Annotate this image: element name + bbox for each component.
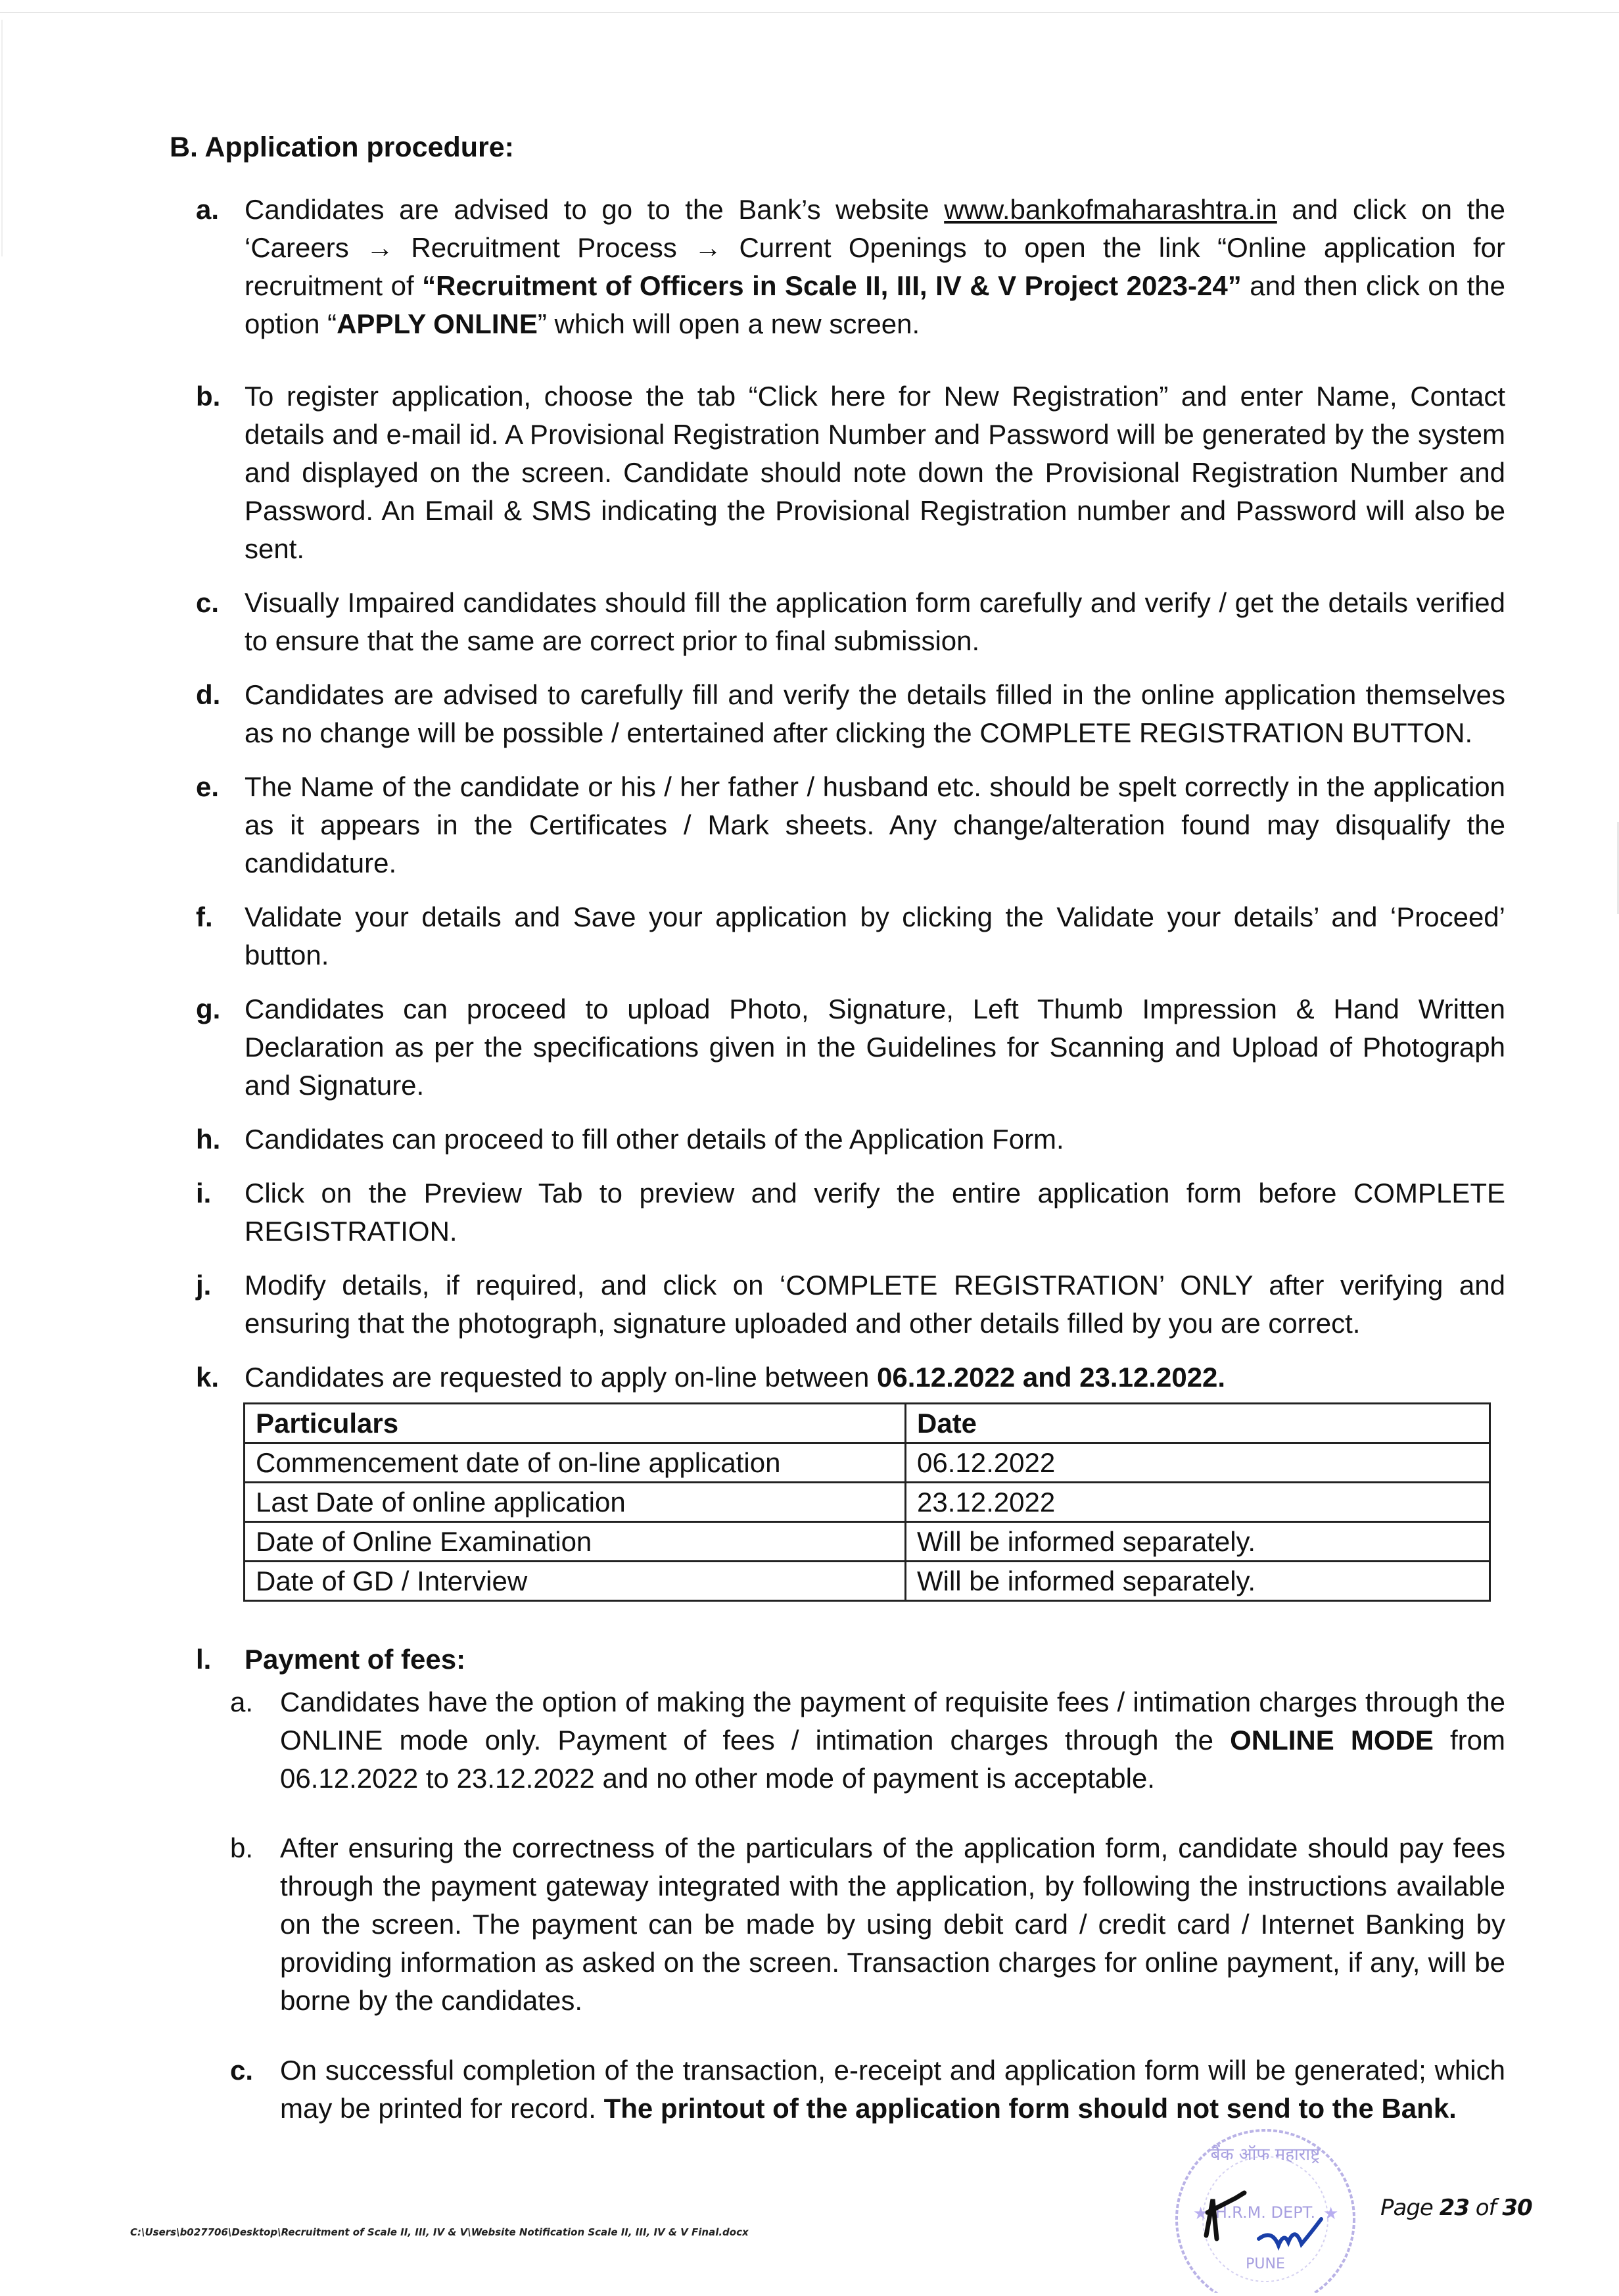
item-label: j. (196, 1270, 212, 1301)
svg-text:PUNE: PUNE (1246, 2256, 1285, 2272)
item-text: Candidates can proceed to upload Photo, Signature, Left Thumb Impression & Hand Written Declaration as per the specifications given in the Guidelines for Scanning and Upload of Photograph and Signature. (245, 993, 1505, 1101)
procedure-item-e (196, 768, 1505, 882)
column-header-date: Date (906, 1404, 1490, 1443)
file-path-footer: C:\Users\b027706\Desktop\Recruitment of Scale II, III, IV & V\Website Notification Scale II, III, IV & V Final.docx (130, 2226, 749, 2238)
item-text: To register application, choose the tab “Click here for New Registration” and enter Name, Contact details and e-mail id. A Provisional Registration Number and Password will be generated by the system and displayed on the screen. Candidate should note down the Provisional Registration Number and Password. An Email & SMS indicating the Provisional Registration number and Password will also be sent. (245, 381, 1505, 564)
payment-of-fees-heading: l. Payment of fees: (196, 1644, 466, 1675)
section-heading: B. Application procedure: (170, 132, 514, 163)
particulars-cell: Last Date of online application (245, 1483, 906, 1522)
procedure-item-h (196, 1120, 1505, 1159)
item-label: f. (196, 901, 213, 932)
svg-text:H.R.M. DEPT.: H.R.M. DEPT. (1215, 2203, 1316, 2222)
procedure-item-a: a. Candidates are advised to go to the Bank’s website www.bankofmaharashtra.in and click on the ‘Careers → Recruitment Process → Current Openings to open the link “Online application for recruitment of “Recruitment of Officers in Scale II, III, IV & V Project 2023-24” and then click on the option “APPLY ONLINE” which will open a new screen. (196, 191, 1505, 343)
procedure-item-g (196, 990, 1505, 1105)
page-number: Page 23 of 30 (1380, 2195, 1532, 2221)
date-cell: Will be informed separately. (906, 1522, 1490, 1562)
fees-item-a: a. Candidates have the option of making the payment of requisite fees / intimation charges through the ONLINE mode only. Payment of fees / intimation charges through the ONLINE MODE from 06.12.2022 to 23.12.2022 and no other mode of payment is acceptable. (230, 1683, 1505, 1798)
payment-of-fees-list (230, 1683, 1505, 2159)
item-text: Validate your details and Save your application by clicking the Validate your details’ and ‘Proceed’ button. (245, 901, 1505, 970)
important-dates-table (243, 1402, 1491, 1602)
procedure-item-f (196, 898, 1505, 974)
particulars-cell: Date of Online Examination (245, 1522, 906, 1562)
bank-website-link[interactable]: www.bankofmaharashtra.in (944, 194, 1277, 225)
item-label: e. (196, 771, 220, 802)
scan-left-edge (1, 20, 3, 256)
procedure-item-k: k. Candidates are requested to apply on-line between 06.12.2022 and 23.12.2022. (196, 1358, 1505, 1397)
item-label: k. (196, 1362, 220, 1393)
table-row (245, 1443, 1490, 1483)
item-label: h. (196, 1124, 221, 1155)
seal-icon (1167, 2120, 1364, 2293)
item-text: After ensuring the correctness of the particulars of the application form, candidate should pay fees through the payment gateway integrated with the application, by following the instructions available on the screen. The payment can be made by using debit card / credit card / Internet Banking by providing information as asked on the screen. Transaction charges for online payment, if any, will be borne by the candidates. (280, 1832, 1505, 2016)
table-row (245, 1522, 1490, 1562)
item-label: a. (196, 194, 220, 225)
procedure-item-c (196, 584, 1505, 660)
column-header-particulars: Particulars (245, 1404, 906, 1443)
item-text: Candidates can proceed to fill other details of the Application Form. (245, 1124, 1064, 1155)
svg-text:बैंक ऑफ महाराष्ट्र: बैंक ऑफ महाराष्ट्र (1210, 2145, 1321, 2164)
particulars-cell: Date of GD / Interview (245, 1562, 906, 1601)
item-label: c. (196, 587, 220, 618)
item-label: c. (230, 2055, 254, 2086)
item-label: i. (196, 1178, 212, 1208)
table-header-row (245, 1404, 1490, 1443)
item-text: Candidates are advised to carefully fill and verify the details filled in the online application themselves as no change will be possible / entertained after clicking the COMPLETE REGISTRATION BUTTON. (245, 679, 1505, 748)
scan-top-edge (0, 12, 1619, 13)
item-label: d. (196, 679, 221, 710)
fees-item-b (230, 1829, 1505, 2020)
date-cell: Will be informed separately. (906, 1562, 1490, 1601)
item-text: Modify details, if required, and click on ‘COMPLETE REGISTRATION’ ONLY after verifying and ensuring that the photograph, signature uploaded and other details filled by you are correct. (245, 1270, 1505, 1339)
table-row (245, 1562, 1490, 1601)
procedure-list (196, 191, 1505, 1412)
item-text: The Name of the candidate or his / her father / husband etc. should be spelt correctly in the application as it appears in the Certificates / Mark sheets. Any change/alteration found may disqualify the candidature. (245, 771, 1505, 878)
fees-item-c: c. On successful completion of the transaction, e-receipt and application form will be generated; which may be printed for record. The printout of the application form should not send to the Bank. (230, 2051, 1505, 2128)
date-cell: 23.12.2022 (906, 1483, 1490, 1522)
item-text: Click on the Preview Tab to preview and verify the entire application form before COMPLETE REGISTRATION. (245, 1178, 1505, 1247)
svg-text:★: ★ (1323, 2203, 1339, 2223)
item-label: b. (196, 381, 221, 412)
item-label: l. (196, 1644, 212, 1675)
bank-seal-stamp (1167, 2120, 1364, 2293)
item-label: a. (230, 1686, 254, 1717)
particulars-cell: Commencement date of on-line application (245, 1443, 906, 1483)
item-text: Visually Impaired candidates should fill the application form carefully and verify / get the details verified to ensure that the same are correct prior to final submission. (245, 587, 1505, 656)
svg-text:★: ★ (1193, 2203, 1209, 2223)
procedure-item-j (196, 1266, 1505, 1343)
date-cell: 06.12.2022 (906, 1443, 1490, 1483)
item-label: b. (230, 1832, 254, 1863)
procedure-item-d (196, 676, 1505, 752)
table-row (245, 1483, 1490, 1522)
procedure-item-i (196, 1174, 1505, 1251)
procedure-item-b (196, 377, 1505, 568)
item-label: g. (196, 993, 221, 1024)
